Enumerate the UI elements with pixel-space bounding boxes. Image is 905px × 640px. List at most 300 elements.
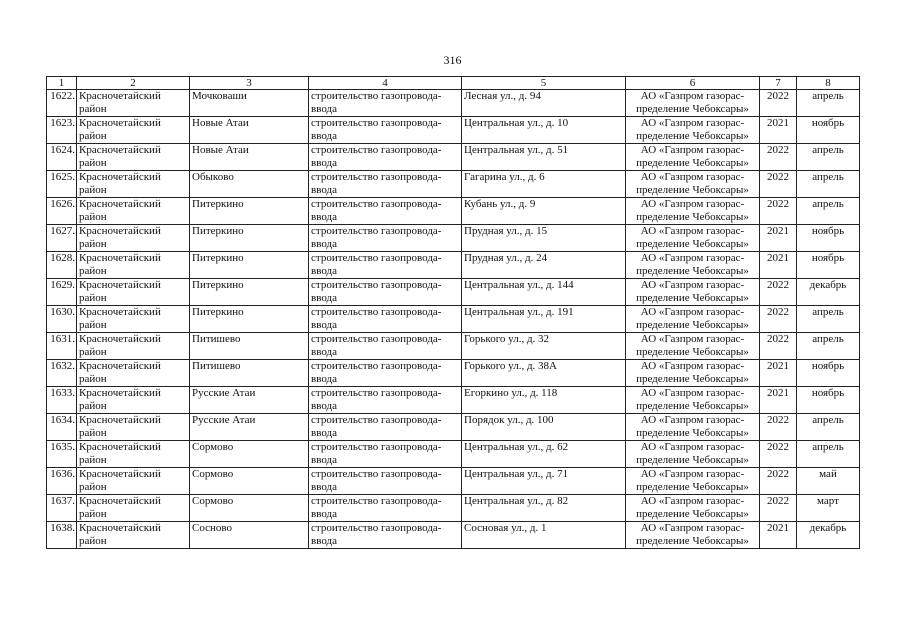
organization-cell	[626, 225, 760, 252]
organization-cell-line: АО «Газпром газорас-	[640, 144, 745, 156]
row-number-cell-line: 1638.	[50, 522, 75, 534]
work-type-cell-line: строительство газопровода-	[311, 90, 442, 102]
work-type-cell-line: строительство газопровода-	[311, 360, 442, 372]
column-header: 8	[797, 77, 860, 90]
year-cell-line: 2022	[767, 144, 789, 156]
settlement-cell-line: Сосново	[192, 522, 232, 534]
settlement-cell	[190, 387, 309, 414]
organization-cell	[626, 117, 760, 144]
work-type-cell	[309, 522, 462, 549]
organization-cell-line: АО «Газпром газорас-	[640, 279, 745, 291]
month-cell-line: апрель	[812, 441, 844, 453]
year-cell-line: 2022	[767, 90, 789, 102]
address-cell	[462, 441, 626, 468]
work-type-cell-line: строительство газопровода-	[311, 171, 442, 183]
settlement-cell-line: Питеркино	[192, 225, 244, 237]
organization-cell	[626, 387, 760, 414]
district-cell-line: Красночетайский	[79, 360, 161, 372]
district-cell-line: Красночетайский	[79, 387, 161, 399]
table-row	[47, 468, 860, 495]
work-type-cell-line: ввода	[311, 508, 337, 520]
settlement-cell	[190, 117, 309, 144]
row-number-cell-line: 1632.	[50, 360, 75, 372]
address-cell-line: Горького ул., д. 32	[464, 333, 550, 345]
settlement-cell-line: Новые Атаи	[192, 144, 249, 156]
table-row	[47, 414, 860, 441]
organization-cell-line: пределение Чебоксары»	[636, 373, 749, 385]
month-cell-line: ноябрь	[811, 252, 845, 264]
organization-cell-line: пределение Чебоксары»	[636, 265, 749, 277]
year-cell	[760, 171, 797, 198]
year-cell-line: 2022	[767, 495, 789, 507]
year-cell-line: 2022	[767, 171, 789, 183]
month-cell	[797, 117, 860, 144]
work-type-cell-line: ввода	[311, 319, 337, 331]
district-cell	[77, 468, 190, 495]
address-cell	[462, 414, 626, 441]
address-cell-line: Центральная ул., д. 82	[464, 495, 569, 507]
table-row	[47, 441, 860, 468]
organization-cell	[626, 252, 760, 279]
work-type-cell-line: ввода	[311, 481, 337, 493]
district-cell	[77, 252, 190, 279]
month-cell	[797, 360, 860, 387]
settlement-cell-line: Сормово	[192, 468, 234, 480]
address-cell	[462, 468, 626, 495]
year-cell	[760, 333, 797, 360]
settlement-cell-line: Русские Атаи	[192, 387, 256, 399]
district-cell-line: район	[79, 427, 107, 439]
row-number-cell	[47, 306, 77, 333]
address-cell	[462, 225, 626, 252]
work-type-cell-line: ввода	[311, 130, 337, 142]
month-cell-line: ноябрь	[811, 117, 845, 129]
settlement-cell-line: Питеркино	[192, 279, 244, 291]
district-cell	[77, 90, 190, 117]
month-cell-line: апрель	[812, 171, 844, 183]
year-cell-line: 2021	[767, 387, 789, 399]
work-type-cell-line: строительство газопровода-	[311, 306, 442, 318]
address-cell-line: Порядок ул., д. 100	[464, 414, 554, 426]
row-number-cell	[47, 360, 77, 387]
month-cell-line: март	[817, 495, 839, 507]
district-cell-line: район	[79, 508, 107, 520]
district-cell-line: Красночетайский	[79, 144, 161, 156]
organization-cell	[626, 90, 760, 117]
work-type-cell	[309, 306, 462, 333]
address-cell-line: Центральная ул., д. 10	[464, 117, 569, 129]
district-cell-line: район	[79, 373, 107, 385]
organization-cell	[626, 414, 760, 441]
address-cell	[462, 252, 626, 279]
organization-cell-line: пределение Чебоксары»	[636, 238, 749, 250]
row-number-cell-line: 1629.	[50, 279, 75, 291]
address-cell-line: Прудная ул., д. 24	[464, 252, 548, 264]
organization-cell-line: АО «Газпром газорас-	[640, 225, 745, 237]
address-cell-line: Центральная ул., д. 71	[464, 468, 569, 480]
organization-cell-line: пределение Чебоксары»	[636, 157, 749, 169]
row-number-cell-line: 1637.	[50, 495, 75, 507]
year-cell-line: 2021	[767, 522, 789, 534]
row-number-cell-line: 1634.	[50, 414, 75, 426]
row-number-cell	[47, 279, 77, 306]
organization-cell-line: АО «Газпром газорас-	[640, 90, 745, 102]
row-number-cell-line: 1635.	[50, 441, 75, 453]
organization-cell-line: пределение Чебоксары»	[636, 508, 749, 520]
work-type-cell	[309, 468, 462, 495]
month-cell	[797, 522, 860, 549]
work-type-cell-line: ввода	[311, 265, 337, 277]
year-cell	[760, 495, 797, 522]
organization-cell-line: пределение Чебоксары»	[636, 454, 749, 466]
work-type-cell-line: строительство газопровода-	[311, 495, 442, 507]
row-number-cell-line: 1622.	[50, 90, 75, 102]
month-cell-line: ноябрь	[811, 387, 845, 399]
address-cell-line: Центральная ул., д. 51	[464, 144, 569, 156]
organization-cell-line: пределение Чебоксары»	[636, 535, 749, 547]
organization-cell-line: АО «Газпром газорас-	[640, 333, 745, 345]
work-type-cell	[309, 171, 462, 198]
column-number-header-row	[47, 77, 860, 90]
district-cell-line: Красночетайский	[79, 306, 161, 318]
year-cell	[760, 414, 797, 441]
organization-cell-line: АО «Газпром газорас-	[640, 495, 745, 507]
table-row	[47, 522, 860, 549]
district-cell	[77, 279, 190, 306]
district-cell-line: район	[79, 292, 107, 304]
year-cell-line: 2022	[767, 306, 789, 318]
year-cell	[760, 522, 797, 549]
row-number-cell	[47, 414, 77, 441]
settlement-cell-line: Сормово	[192, 441, 234, 453]
settlement-cell	[190, 522, 309, 549]
year-cell	[760, 387, 797, 414]
address-cell	[462, 90, 626, 117]
month-cell-line: апрель	[812, 198, 844, 210]
work-type-cell-line: ввода	[311, 373, 337, 385]
settlement-cell	[190, 360, 309, 387]
month-cell-line: апрель	[812, 144, 844, 156]
work-type-cell-line: строительство газопровода-	[311, 414, 442, 426]
table-row	[47, 90, 860, 117]
address-cell-line: Центральная ул., д. 144	[464, 279, 574, 291]
year-cell	[760, 117, 797, 144]
address-cell-line: Лесная ул., д. 94	[464, 90, 541, 102]
district-cell	[77, 495, 190, 522]
work-type-cell-line: строительство газопровода-	[311, 144, 442, 156]
organization-cell	[626, 333, 760, 360]
column-header: 6	[626, 77, 760, 90]
year-cell-line: 2022	[767, 279, 789, 291]
address-cell	[462, 279, 626, 306]
district-cell	[77, 171, 190, 198]
work-type-cell-line: ввода	[311, 157, 337, 169]
address-cell-line: Кубань ул., д. 9	[464, 198, 536, 210]
work-type-cell-line: ввода	[311, 535, 337, 547]
work-type-cell-line: строительство газопровода-	[311, 225, 442, 237]
organization-cell	[626, 171, 760, 198]
table-row	[47, 225, 860, 252]
table-row	[47, 387, 860, 414]
work-type-cell	[309, 333, 462, 360]
settlement-cell	[190, 495, 309, 522]
row-number-cell	[47, 144, 77, 171]
address-cell-line: Центральная ул., д. 62	[464, 441, 569, 453]
row-number-cell	[47, 333, 77, 360]
work-type-cell-line: строительство газопровода-	[311, 279, 442, 291]
district-cell-line: район	[79, 535, 107, 547]
row-number-cell	[47, 387, 77, 414]
district-cell-line: район	[79, 265, 107, 277]
district-cell-line: Красночетайский	[79, 495, 161, 507]
work-type-cell-line: строительство газопровода-	[311, 117, 442, 129]
table-row	[47, 252, 860, 279]
district-cell-line: район	[79, 238, 107, 250]
settlement-cell-line: Питишево	[192, 333, 241, 345]
district-cell-line: район	[79, 103, 107, 115]
settlement-cell	[190, 90, 309, 117]
settlement-cell	[190, 171, 309, 198]
month-cell	[797, 387, 860, 414]
district-cell-line: Красночетайский	[79, 198, 161, 210]
district-cell-line: Красночетайский	[79, 117, 161, 129]
settlement-cell-line: Питеркино	[192, 306, 244, 318]
organization-cell-line: пределение Чебоксары»	[636, 211, 749, 223]
table-row	[47, 306, 860, 333]
organization-cell	[626, 360, 760, 387]
settlement-cell-line: Питеркино	[192, 252, 244, 264]
district-cell	[77, 522, 190, 549]
organization-cell	[626, 198, 760, 225]
work-type-cell-line: ввода	[311, 238, 337, 250]
column-header: 1	[47, 77, 77, 90]
column-header: 4	[309, 77, 462, 90]
month-cell	[797, 90, 860, 117]
settlement-cell	[190, 468, 309, 495]
work-type-cell	[309, 360, 462, 387]
work-type-cell	[309, 495, 462, 522]
month-cell	[797, 279, 860, 306]
work-type-cell	[309, 441, 462, 468]
settlement-cell	[190, 441, 309, 468]
work-type-cell-line: ввода	[311, 211, 337, 223]
settlement-cell	[190, 225, 309, 252]
address-cell	[462, 306, 626, 333]
district-cell	[77, 333, 190, 360]
month-cell-line: декабрь	[809, 279, 847, 291]
district-cell-line: район	[79, 184, 107, 196]
month-cell	[797, 171, 860, 198]
row-number-cell-line: 1625.	[50, 171, 75, 183]
month-cell	[797, 225, 860, 252]
settlement-cell	[190, 306, 309, 333]
address-cell-line: Горького ул., д. 38А	[464, 360, 557, 372]
row-number-cell	[47, 198, 77, 225]
year-cell-line: 2022	[767, 414, 789, 426]
month-cell-line: ноябрь	[811, 225, 845, 237]
row-number-cell	[47, 117, 77, 144]
month-cell-line: апрель	[812, 333, 844, 345]
settlement-cell	[190, 198, 309, 225]
address-cell	[462, 333, 626, 360]
table-row	[47, 495, 860, 522]
year-cell	[760, 225, 797, 252]
table-row	[47, 279, 860, 306]
organization-cell	[626, 306, 760, 333]
table-row	[47, 144, 860, 171]
district-cell	[77, 225, 190, 252]
year-cell-line: 2021	[767, 252, 789, 264]
row-number-cell	[47, 171, 77, 198]
work-type-cell-line: строительство газопровода-	[311, 198, 442, 210]
work-type-cell-line: ввода	[311, 400, 337, 412]
work-type-cell-line: ввода	[311, 184, 337, 196]
district-cell	[77, 387, 190, 414]
district-cell-line: Красночетайский	[79, 468, 161, 480]
address-cell	[462, 144, 626, 171]
row-number-cell-line: 1631.	[50, 333, 75, 345]
row-number-cell-line: 1624.	[50, 144, 75, 156]
work-type-cell	[309, 117, 462, 144]
year-cell	[760, 252, 797, 279]
organization-cell-line: пределение Чебоксары»	[636, 400, 749, 412]
row-number-cell-line: 1626.	[50, 198, 75, 210]
organization-cell-line: АО «Газпром газорас-	[640, 171, 745, 183]
work-type-cell-line: ввода	[311, 454, 337, 466]
month-cell	[797, 252, 860, 279]
organization-cell-line: АО «Газпром газорас-	[640, 522, 745, 534]
settlement-cell	[190, 414, 309, 441]
row-number-cell	[47, 495, 77, 522]
address-cell-line: Прудная ул., д. 15	[464, 225, 548, 237]
work-type-cell	[309, 414, 462, 441]
address-cell	[462, 171, 626, 198]
district-cell-line: район	[79, 157, 107, 169]
district-cell-line: Красночетайский	[79, 279, 161, 291]
organization-cell	[626, 279, 760, 306]
organization-cell	[626, 441, 760, 468]
work-type-cell-line: строительство газопровода-	[311, 252, 442, 264]
month-cell-line: декабрь	[809, 522, 847, 534]
organization-cell-line: АО «Газпром газорас-	[640, 468, 745, 480]
work-type-cell-line: строительство газопровода-	[311, 333, 442, 345]
month-cell	[797, 306, 860, 333]
settlement-cell	[190, 333, 309, 360]
district-cell-line: район	[79, 481, 107, 493]
work-type-cell-line: ввода	[311, 427, 337, 439]
year-cell	[760, 198, 797, 225]
address-cell-line: Егоркино ул., д. 118	[464, 387, 558, 399]
column-header: 7	[760, 77, 797, 90]
year-cell	[760, 441, 797, 468]
organization-cell-line: АО «Газпром газорас-	[640, 117, 745, 129]
organization-cell-line: АО «Газпром газорас-	[640, 360, 745, 372]
district-cell	[77, 414, 190, 441]
month-cell	[797, 198, 860, 225]
address-cell	[462, 522, 626, 549]
district-cell-line: Красночетайский	[79, 333, 161, 345]
organization-cell-line: пределение Чебоксары»	[636, 184, 749, 196]
row-number-cell	[47, 90, 77, 117]
settlement-cell-line: Сормово	[192, 495, 234, 507]
district-cell	[77, 198, 190, 225]
district-cell-line: район	[79, 130, 107, 142]
row-number-cell-line: 1633.	[50, 387, 75, 399]
work-type-cell-line: строительство газопровода-	[311, 441, 442, 453]
district-cell-line: район	[79, 211, 107, 223]
work-type-cell	[309, 144, 462, 171]
district-cell-line: Красночетайский	[79, 90, 161, 102]
year-cell	[760, 90, 797, 117]
month-cell	[797, 144, 860, 171]
work-type-cell-line: ввода	[311, 346, 337, 358]
address-cell-line: Центральная ул., д. 191	[464, 306, 574, 318]
settlement-cell-line: Мочковаши	[192, 90, 247, 102]
month-cell-line: апрель	[812, 414, 844, 426]
column-header: 2	[77, 77, 190, 90]
year-cell	[760, 306, 797, 333]
row-number-cell	[47, 522, 77, 549]
district-cell-line: Красночетайский	[79, 414, 161, 426]
year-cell-line: 2022	[767, 198, 789, 210]
district-cell-line: Красночетайский	[79, 441, 161, 453]
month-cell	[797, 495, 860, 522]
work-type-cell	[309, 90, 462, 117]
district-cell	[77, 144, 190, 171]
table-row	[47, 171, 860, 198]
settlement-cell-line: Русские Атаи	[192, 414, 256, 426]
work-type-cell-line: ввода	[311, 292, 337, 304]
row-number-cell	[47, 468, 77, 495]
month-cell-line: ноябрь	[811, 360, 845, 372]
organization-cell	[626, 144, 760, 171]
work-type-cell	[309, 252, 462, 279]
year-cell	[760, 144, 797, 171]
year-cell	[760, 279, 797, 306]
row-number-cell-line: 1636.	[50, 468, 75, 480]
organization-cell-line: пределение Чебоксары»	[636, 319, 749, 331]
organization-cell-line: АО «Газпром газорас-	[640, 441, 745, 453]
organization-cell-line: пределение Чебоксары»	[636, 481, 749, 493]
table-row	[47, 117, 860, 144]
row-number-cell	[47, 441, 77, 468]
row-number-cell-line: 1628.	[50, 252, 75, 264]
row-number-cell	[47, 225, 77, 252]
address-cell	[462, 360, 626, 387]
row-number-cell-line: 1623.	[50, 117, 75, 129]
district-cell-line: район	[79, 319, 107, 331]
column-header: 5	[462, 77, 626, 90]
organization-cell-line: АО «Газпром газорас-	[640, 387, 745, 399]
month-cell	[797, 441, 860, 468]
work-type-cell	[309, 387, 462, 414]
organization-cell-line: АО «Газпром газорас-	[640, 414, 745, 426]
month-cell-line: апрель	[812, 90, 844, 102]
organization-cell	[626, 522, 760, 549]
settlement-cell-line: Новые Атаи	[192, 117, 249, 129]
year-cell-line: 2022	[767, 441, 789, 453]
month-cell-line: май	[819, 468, 837, 480]
address-cell-line: Сосновая ул., д. 1	[464, 522, 547, 534]
settlement-cell	[190, 144, 309, 171]
year-cell-line: 2021	[767, 360, 789, 372]
work-type-cell-line: строительство газопровода-	[311, 522, 442, 534]
gas-pipeline-table	[46, 76, 860, 549]
table-row	[47, 360, 860, 387]
work-type-cell-line: строительство газопровода-	[311, 387, 442, 399]
organization-cell-line: пределение Чебоксары»	[636, 103, 749, 115]
address-cell	[462, 387, 626, 414]
